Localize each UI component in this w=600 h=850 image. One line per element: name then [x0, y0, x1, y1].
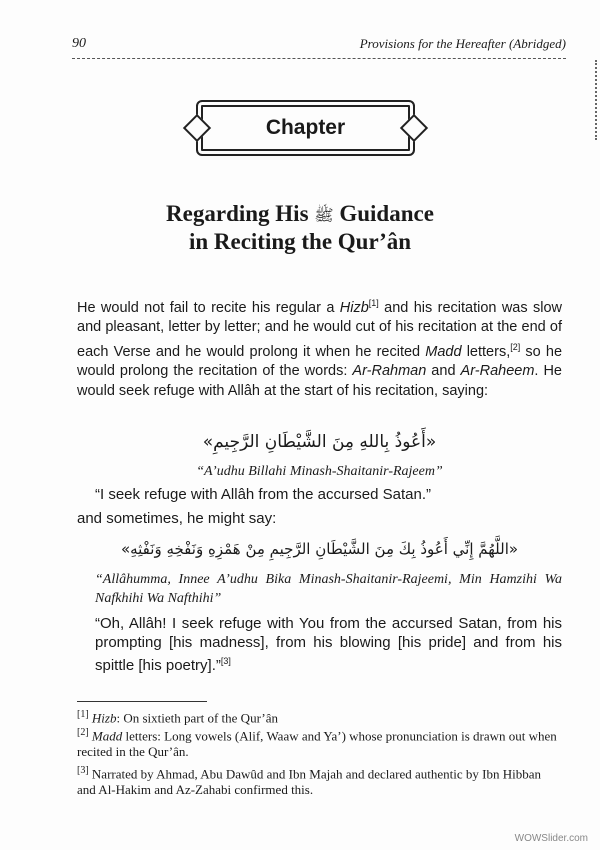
footnote-term: Madd — [91, 728, 123, 744]
transliteration-1: “A’udhu Billahi Minash-Shaitanir-Rajeem” — [196, 464, 443, 479]
footnote-term: Hizb — [91, 710, 117, 726]
text: He would not fail to recite his regular a — [77, 299, 340, 316]
text: letters, — [461, 343, 511, 360]
text: . He would seek refuge with Allâh at the start of his recitation, saying: — [77, 363, 562, 399]
honorific-mark: ﷺ — [314, 205, 334, 225]
title-part-b: Guidance — [339, 201, 434, 226]
text: and — [426, 363, 461, 380]
text: “Oh, Allâh! I seek refuge with You from the accursed Satan, from his prompting [his madness], from his blowing [his pride] and from his spittle [his poetry].” — [95, 615, 562, 674]
header-rule — [72, 58, 566, 59]
margin-mark — [595, 60, 598, 140]
term-ar-raheem: Ar-Raheem — [460, 363, 535, 380]
footnote-marker: [1] — [77, 709, 89, 720]
footnote-marker: [3] — [77, 765, 89, 776]
footnote-1 — [77, 707, 562, 726]
footnote-3 — [77, 763, 562, 798]
translation-1: “I seek refuge with Allâh from the accursed Satan.” — [95, 486, 431, 503]
chapter-label: Chapter — [265, 116, 346, 139]
footnote-text: letters: Long vowels (Alif, Waaw and Ya’) whose pronunciation is drawn out when recited in the Qur’ân. — [77, 728, 557, 760]
chapter-ornament-left-icon — [183, 114, 211, 142]
text: and his recitation was slow and pleasant, letter by letter; and he would cut of his recitation at the end of each Verse and he would prolong it when he recited — [77, 299, 562, 360]
translation-2 — [95, 614, 562, 675]
footnote-text: : On sixtieth part of the Qur’ân — [116, 710, 278, 726]
footnote-2 — [77, 725, 562, 760]
transliteration-2: “Allâhumma, Innee A’udhu Bika Minash-Shaitanir-Rajeemi, Min Hamzihi Wa Nafkhihi Wa Nafthihi” — [95, 572, 562, 606]
footnote-marker: [2] — [77, 727, 89, 738]
arabic-supplication-2: «اللَّهُمَّ إِنِّي أَعُوذُ بِكَ مِنَ الشَّيْطَانِ الرَّجِيمِ مِنْ هَمْزِهِ وَنَفْخِهِ وَنَفْثِهِ» — [120, 540, 519, 558]
page-number: 90 — [72, 36, 86, 51]
running-title: Provisions for the Hereafter (Abridged) — [359, 36, 566, 51]
chapter-title-line2: in Reciting the Qur’ân — [188, 229, 412, 254]
term-madd: Madd — [425, 343, 462, 360]
chapter-title-line1 — [60, 200, 540, 230]
page-header — [72, 34, 566, 58]
title-part-a: Regarding His — [166, 201, 309, 226]
chapter-box — [196, 100, 415, 156]
footnote-ref-2[interactable]: [2] — [510, 341, 521, 352]
arabic-supplication-1: «أَعُوذُ بِاللهِ مِنَ الشَّيْطَانِ الرَّجِيمِ» — [202, 432, 437, 452]
footnote-text: Narrated by Ahmad, Abu Dawûd and Ibn Majah and declared authentic by Ibn Hibban and Al-Hakim and Az-Zahabi confirmed this. — [77, 766, 542, 798]
text: so he would prolong the recitation of the words: — [77, 343, 563, 380]
footnote-ref-3[interactable]: [3] — [220, 656, 231, 666]
chapter-ornament-right-icon — [400, 114, 428, 142]
footnote-rule — [77, 701, 207, 702]
term-ar-rahman: Ar-Rahman — [352, 363, 427, 380]
sometimes-line: and sometimes, he might say: — [77, 510, 277, 527]
footnote-ref-1[interactable]: [1] — [368, 298, 379, 308]
term-hizb: Hizb — [339, 299, 369, 316]
paragraph-intro — [77, 294, 562, 401]
watermark: WOWSlider.com — [514, 833, 588, 844]
